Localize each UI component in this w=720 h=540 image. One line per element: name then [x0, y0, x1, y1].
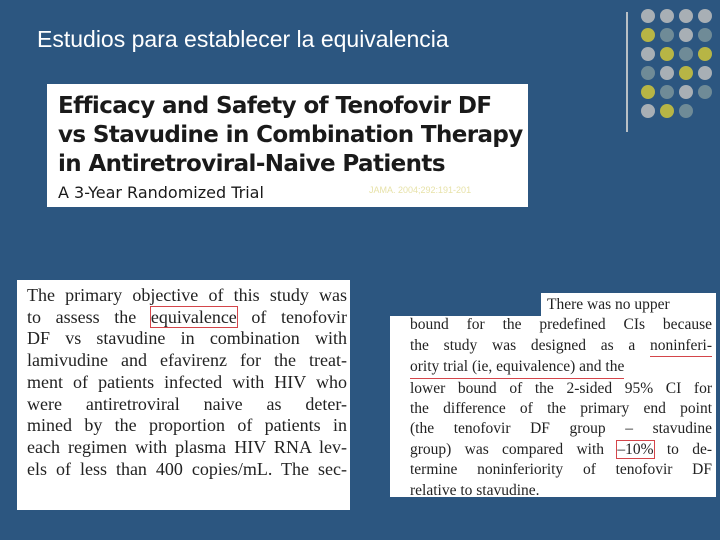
highlight-minus-ten-percent: –10%	[617, 440, 654, 458]
excerpt-fragment: the study was designed as a	[410, 336, 636, 354]
excerpt-line: the difference of the primary end point	[410, 400, 712, 418]
decorative-dot	[679, 85, 693, 99]
excerpt-line	[410, 336, 712, 357]
excerpt-line	[410, 357, 712, 378]
decorative-dot	[660, 28, 674, 42]
title-divider	[626, 12, 628, 132]
excerpt-fragment: to assess the	[27, 306, 137, 327]
highlight-noninferiority: noninferi-	[650, 336, 712, 357]
article-title-line: Efficacy and Safety of Tenofovir DF	[58, 93, 492, 119]
decorative-dot	[679, 104, 693, 118]
decorative-dot	[679, 28, 693, 42]
decorative-dot	[698, 28, 712, 42]
decorative-dot	[679, 9, 693, 23]
decorative-dot	[641, 104, 655, 118]
highlight-equivalence: equivalence	[150, 306, 237, 327]
excerpt-line: There was no upper	[547, 296, 670, 313]
decorative-dot	[679, 47, 693, 61]
excerpt-line	[27, 307, 347, 329]
decorative-dot	[660, 9, 674, 23]
excerpt-line: each regimen with plasma HIV RNA lev-	[27, 436, 347, 457]
decorative-dot	[660, 47, 674, 61]
slide-title: Estudios para establecer la equivalencia	[37, 26, 449, 52]
article-title-line: vs Stavudine in Combination Therapy	[58, 122, 523, 148]
excerpt-line: els of less than 400 copies/mL. The sec-	[27, 458, 347, 479]
excerpt-line: were antiretroviral naive as deter-	[27, 393, 347, 414]
decorative-dot	[660, 104, 674, 118]
decorative-dot	[679, 66, 693, 80]
excerpt-line: The primary objective of this study was	[27, 285, 347, 305]
excerpt-fragment: to de-	[666, 440, 712, 458]
decorative-dot	[660, 85, 674, 99]
decorative-dot	[641, 66, 655, 80]
article-header-image	[47, 84, 528, 207]
excerpt-line: termine noninferiority of tenofovir DF	[410, 461, 712, 479]
decorative-dot-grid	[641, 9, 720, 129]
primary-objective-excerpt	[17, 280, 350, 510]
decorative-dot	[698, 9, 712, 23]
decorative-dot	[641, 28, 655, 42]
decorative-dot	[641, 47, 655, 61]
article-subtitle: A 3-Year Randomized Trial	[58, 183, 264, 202]
excerpt-text	[410, 295, 712, 501]
excerpt-line	[410, 440, 712, 460]
excerpt-line: lower bound of the 2-sided 95% CI for	[410, 379, 712, 397]
noninferiority-excerpt	[390, 293, 716, 497]
highlight-noninferiority-cont: ority trial (ie, equivalence) and the	[410, 357, 624, 378]
article-title	[58, 92, 523, 179]
decorative-dot	[660, 66, 674, 80]
decorative-dot	[641, 9, 655, 23]
excerpt-line: (the tenofovir DF group – stavudine	[410, 420, 712, 438]
article-citation: JAMA. 2004;292:191-201	[369, 185, 472, 195]
decorative-dot	[698, 47, 712, 61]
excerpt-line: ment of patients infected with HIV who	[27, 371, 347, 392]
article-title-line: in Antiretroviral-Naive Patients	[58, 151, 445, 177]
excerpt-line: mined by the proportion of patients in	[27, 415, 347, 436]
excerpt-line: relative to stavudine.	[410, 481, 540, 499]
decorative-dot	[698, 85, 712, 99]
decorative-dot	[641, 85, 655, 99]
decorative-dot	[698, 66, 712, 80]
excerpt-line: bound for the predefined CIs because	[410, 316, 712, 334]
excerpt-fragment: group) was compared with	[410, 440, 605, 458]
excerpt-fragment: of tenofovir	[251, 306, 348, 327]
excerpt-text	[27, 285, 347, 480]
excerpt-line: DF vs stavudine in combination with	[27, 328, 347, 349]
excerpt-line: lamivudine and efavirenz for the treat-	[27, 350, 347, 371]
